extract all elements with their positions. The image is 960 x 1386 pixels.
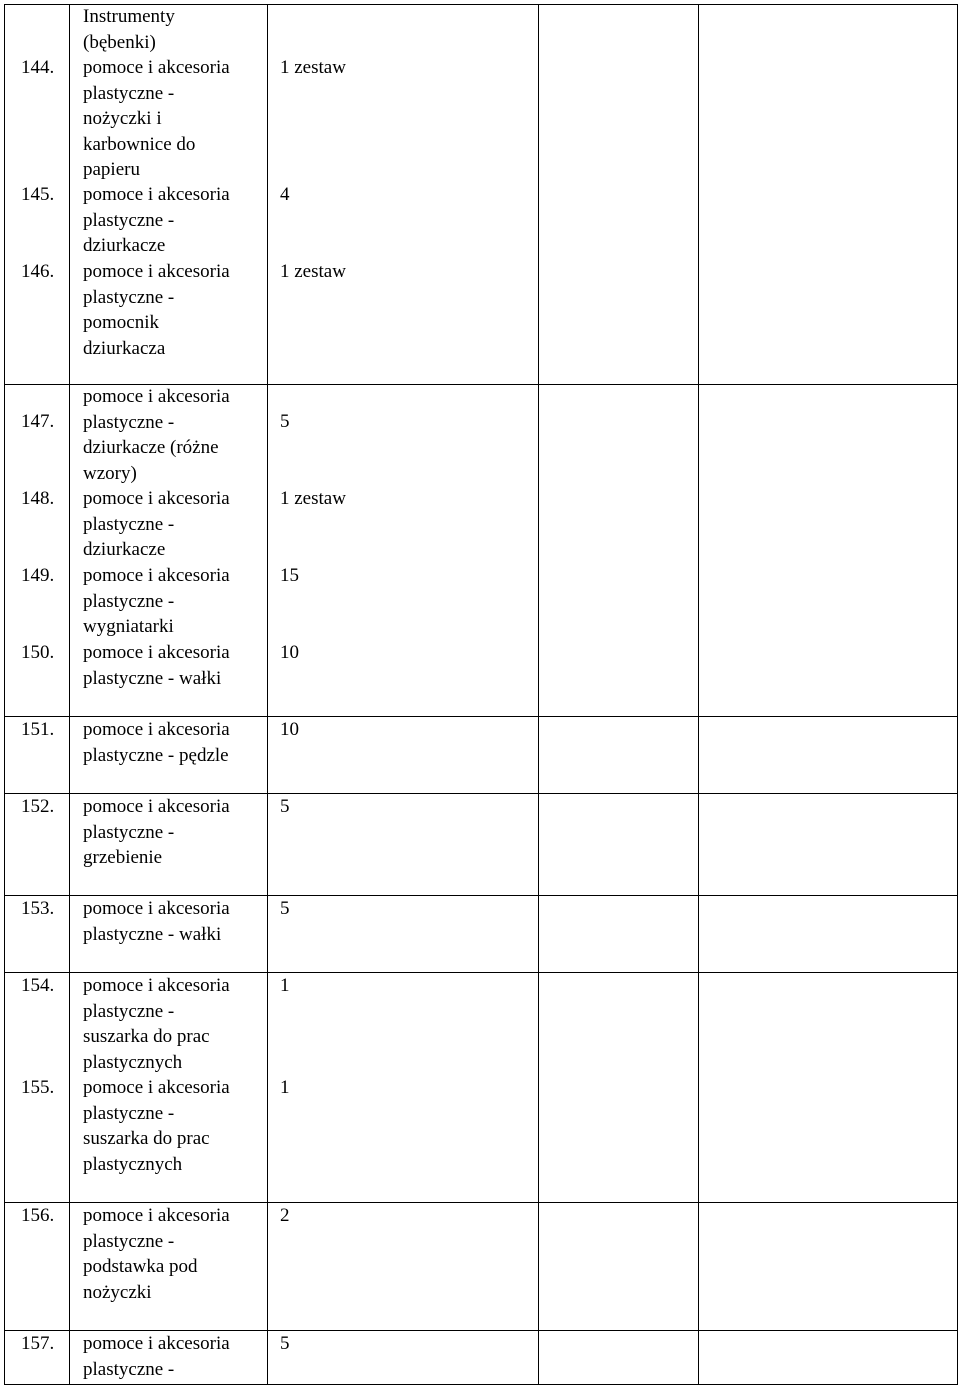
desc-line: suszarka do prac: [83, 1128, 210, 1149]
desc-line: plastyczne -: [83, 590, 175, 612]
desc-line: dziurkacza: [83, 337, 166, 359]
desc-line: plastycznych: [83, 1153, 183, 1175]
item-quantity: 2: [280, 1205, 290, 1226]
item-description: [83, 486, 230, 563]
item-number: 150.: [21, 642, 55, 663]
desc-line: podstawka pod: [83, 1256, 198, 1277]
desc-line: plastyczne - wałki: [83, 667, 222, 689]
desc-line: plastyczne - pędzle: [83, 744, 229, 766]
item-number: 144.: [21, 57, 55, 78]
desc-line: suszarka do prac: [83, 1026, 210, 1047]
desc-line: plastyczne -: [83, 286, 175, 308]
table-border: [4, 1384, 958, 1385]
desc-line: pomoce i akcesoria: [83, 261, 230, 282]
item-number: 147.: [21, 411, 55, 432]
desc-line: dziurkacze: [83, 235, 166, 256]
desc-line: karbownice do: [83, 133, 196, 155]
desc-line: pomoce i akcesoria: [83, 719, 230, 740]
item-description: [83, 794, 230, 871]
item-description: [83, 563, 230, 640]
desc-line: plastyczne -: [83, 1000, 175, 1022]
item-number: 148.: [21, 488, 55, 509]
table-border: [957, 4, 958, 1384]
item-description: [83, 384, 230, 486]
item-description: [83, 1075, 230, 1177]
desc-line: pomoce i akcesoria: [83, 642, 230, 663]
table-border: [4, 4, 5, 1384]
item-description: [83, 973, 230, 1075]
item-description: [83, 640, 230, 691]
desc-line: plastyczne -: [83, 1102, 175, 1124]
item-quantity: 15: [280, 565, 299, 586]
desc-line: plastyczne -: [83, 209, 175, 231]
item-number: 155.: [21, 1077, 55, 1098]
item-number: 156.: [21, 1205, 55, 1226]
desc-line: dziurkacze (różne: [83, 437, 219, 458]
item-description: [83, 55, 230, 183]
desc-line: papieru: [83, 159, 140, 180]
item-number: 154.: [21, 975, 55, 996]
item-quantity: 10: [280, 642, 299, 663]
table-border: [267, 4, 268, 1384]
desc-line: pomoce i akcesoria: [83, 796, 230, 817]
desc-line: pomoce i akcesoria: [83, 386, 230, 407]
item-quantity: 4: [280, 184, 290, 205]
table-border: [69, 4, 70, 1384]
desc-line: pomoce i akcesoria: [83, 488, 230, 509]
desc-line: plastyczne -: [83, 513, 175, 535]
desc-line: nożyczki: [83, 1281, 152, 1303]
desc-line: nożyczki i: [83, 108, 162, 129]
item-quantity: 10: [280, 719, 299, 740]
item-description: [83, 259, 230, 361]
item-number: 146.: [21, 261, 55, 282]
item-description: [83, 4, 175, 55]
desc-line: pomoce i akcesoria: [83, 184, 230, 205]
item-description: [83, 182, 230, 259]
desc-line: plastyczne - wałki: [83, 923, 222, 945]
desc-line: pomoce i akcesoria: [83, 565, 230, 586]
desc-line: pomoce i akcesoria: [83, 57, 230, 78]
desc-line: pomoce i akcesoria: [83, 1333, 230, 1354]
item-quantity: 5: [280, 796, 290, 817]
desc-line: plastyczne -: [83, 821, 175, 843]
desc-line: pomoce i akcesoria: [83, 1077, 230, 1098]
item-number: 157.: [21, 1333, 55, 1354]
item-quantity: 5: [280, 411, 290, 432]
item-quantity: 1 zestaw: [280, 488, 346, 509]
item-quantity: 5: [280, 898, 290, 919]
item-number: 145.: [21, 184, 55, 205]
item-quantity: 1 zestaw: [280, 57, 346, 78]
desc-line: pomoce i akcesoria: [83, 975, 230, 996]
item-description: [83, 896, 230, 947]
desc-line: plastyczne -: [83, 1230, 175, 1252]
item-description: [83, 1331, 230, 1382]
item-quantity: 5: [280, 1333, 290, 1354]
desc-line: plastyczne -: [83, 1358, 175, 1380]
desc-line: pomoce i akcesoria: [83, 1205, 230, 1226]
desc-line: wzory): [83, 462, 137, 484]
desc-line: Instrumenty: [83, 6, 175, 27]
item-description: [83, 1203, 230, 1305]
desc-line: plastyczne -: [83, 82, 175, 104]
item-number: 151.: [21, 719, 55, 740]
item-quantity: 1 zestaw: [280, 261, 346, 282]
desc-line: plastyczne -: [83, 411, 175, 433]
item-quantity: 1: [280, 1077, 290, 1098]
desc-line: (bębenki): [83, 31, 156, 53]
item-quantity: 1: [280, 975, 290, 996]
item-number: 152.: [21, 796, 55, 817]
desc-line: pomocnik: [83, 312, 159, 333]
desc-line: grzebienie: [83, 847, 163, 868]
table-border: [698, 4, 699, 1384]
desc-line: pomoce i akcesoria: [83, 898, 230, 919]
table-border: [538, 4, 539, 1384]
desc-line: plastycznych: [83, 1051, 183, 1073]
item-number: 149.: [21, 565, 55, 586]
item-number: 153.: [21, 898, 55, 919]
desc-line: dziurkacze: [83, 539, 166, 560]
item-description: [83, 717, 230, 768]
desc-line: wygniatarki: [83, 616, 174, 637]
